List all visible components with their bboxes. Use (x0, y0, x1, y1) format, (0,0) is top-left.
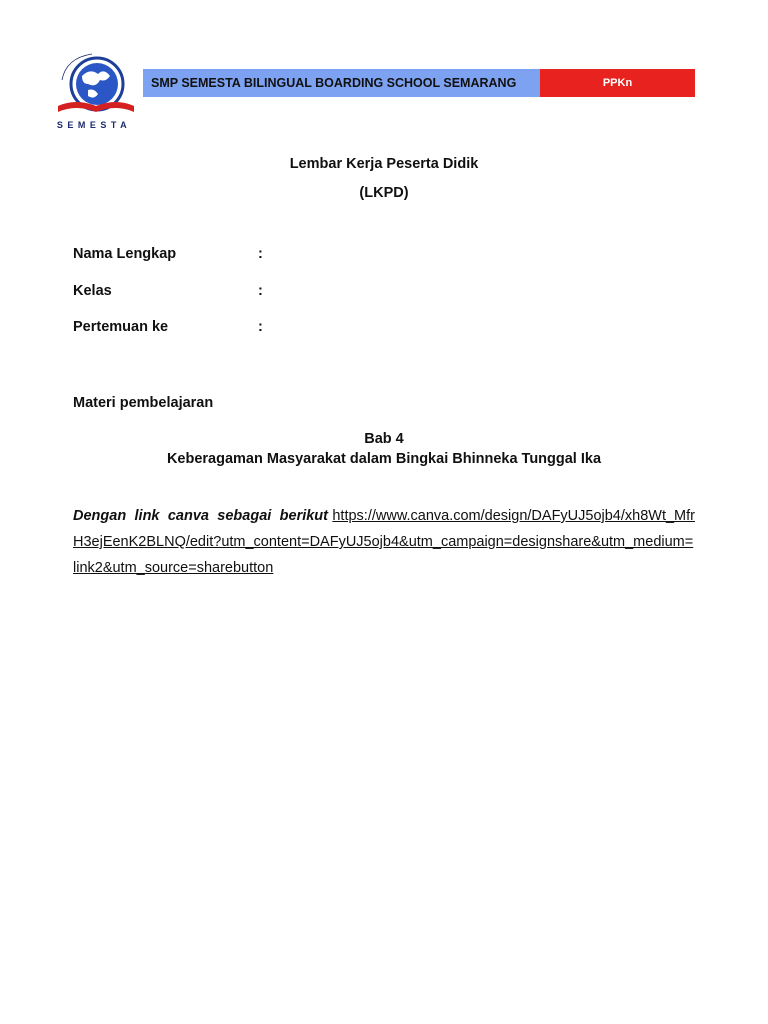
field-colon-kelas: : (258, 283, 263, 299)
globe-book-icon (52, 50, 136, 122)
field-label-pertemuan: Pertemuan ke (73, 319, 169, 335)
chapter-title: Keberagaman Masyarakat dalam Bingkai Bhinneka Tunggal Ika (166, 451, 602, 467)
document-title: Lembar Kerja Peserta Didik (289, 156, 479, 172)
logo-text: SEMESTA (56, 120, 132, 130)
field-colon-pertemuan: : (258, 319, 263, 335)
materi-heading: Materi pembelajaran (73, 395, 214, 411)
subject-label: PPKn (540, 69, 695, 97)
canva-paragraph (73, 503, 695, 581)
document-subtitle: (LKPD) (359, 185, 409, 201)
canva-link[interactable]: https://www.canva.com/design/DAFyUJ5ojb4/xh8Wt_MfrH3ejEenK2BLNQ/edit?utm_content=DAFyUJ5ojb4&utm_campaign=designshare&utm_medium=link2&utm_source=sharebutton (73, 508, 695, 576)
chapter-number: Bab 4 (364, 431, 404, 447)
canva-lead-text: Dengan link canva sebagai berikut (73, 508, 328, 524)
field-colon-nama: : (258, 246, 263, 262)
field-label-nama: Nama Lengkap (73, 246, 177, 262)
header-bar (143, 69, 695, 97)
school-name: SMP SEMESTA BILINGUAL BOARDING SCHOOL SEMARANG (143, 69, 540, 97)
field-label-kelas: Kelas (73, 283, 112, 299)
